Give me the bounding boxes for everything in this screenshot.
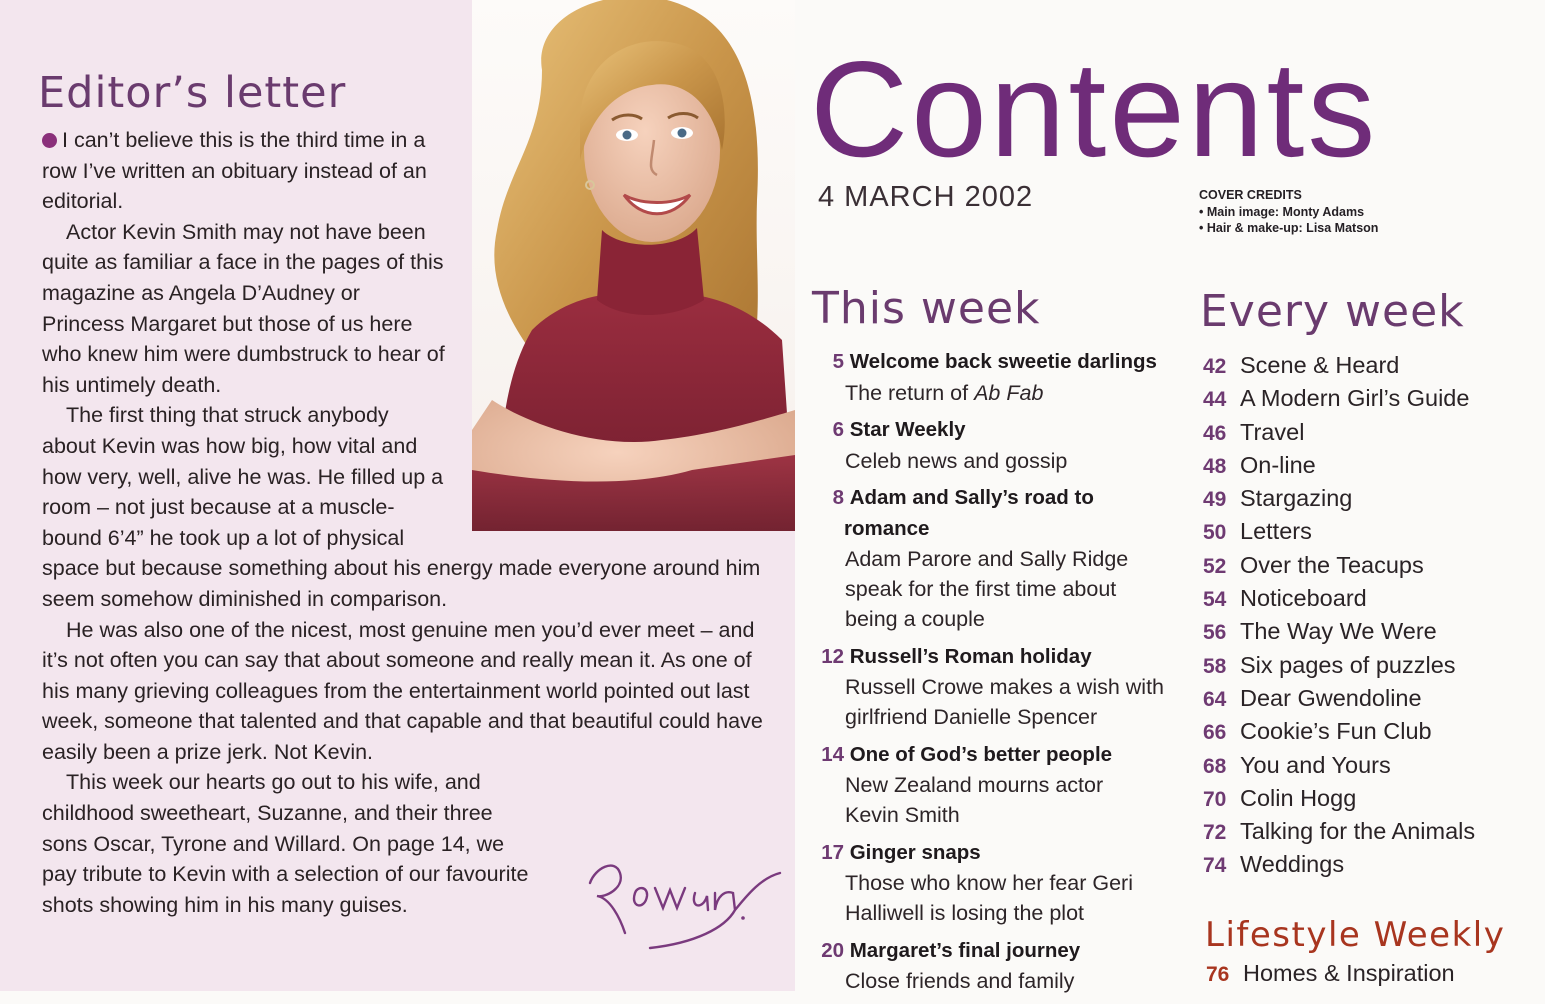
item-label: A Modern Girl’s Guide [1240,385,1470,412]
article-description: Close friends and family [845,969,1075,993]
page-number: 58 [1203,654,1227,678]
lifestyle-item[interactable] [1206,958,1455,992]
article-title: Ginger snaps [849,840,981,864]
editor-paragraph-5: This week our hearts go out to his wife, and childhood sweetheart, Suzanne, and their three sons Oscar, Tyrone and Willard. On page 14, we pay tribute to Kevin with a selection of our favourite shots showing him in his many guises. [42,770,529,917]
this-week-item[interactable] [806,415,1196,476]
cover-credit-main-image: • Main image: Monty Adams [1199,204,1365,219]
editor-paragraph-1: I can’t believe this is the third time in a row I’ve written an obituary instead of an editorial. [42,128,427,214]
article-title: Star Weekly [849,418,966,441]
page-number: 68 [1203,754,1227,778]
item-label: Weddings [1240,851,1345,878]
item-label: On-line [1240,451,1316,478]
article-title: Russell’s Roman holiday [849,644,1092,668]
item-label: Scene & Heard [1240,352,1400,378]
editor-letter-heading: Editor’s letter [38,68,347,118]
page-number: 17 [821,840,844,864]
every-week-item[interactable] [1203,583,1475,616]
article-description: Those who know her fear Geri Halliwell is losing the plot [845,871,1133,925]
issue-date: 4 MARCH 2002 [818,181,1034,213]
every-week-item[interactable] [1203,849,1475,882]
editor-signature [585,838,790,953]
page-number: 64 [1203,687,1227,711]
page-number: 52 [1203,554,1227,578]
page-number: 12 [821,644,844,668]
page-number: 56 [1203,621,1227,645]
editor-paragraph-4: He was also one of the nicest, most genuine men you’d ever meet – and it’s not often you can say that about someone and really mean it. As one of his many grieving colleagues from the entertainment world pointed out last week, someone that talented and that capable and that beautiful could have easily been a prize jerk. Not Kevin. [42,617,763,764]
cover-credit-hair-makeup: • Hair & make-up: Lisa Matson [1199,221,1379,235]
article-description: New Zealand mourns actor Kevin Smith [845,773,1104,827]
every-week-item[interactable] [1203,483,1475,516]
every-week-item[interactable] [1203,550,1475,583]
page-number: 70 [1203,787,1227,811]
editor-paragraph-3: The first thing that struck anybody about Kevin was how big, how vital and how very, well, alive he was. He filled up a room – not just because at a muscle-bound 6’4” he took up a lot of physical space but because something about his energy made everyone around him seem somehow diminished in comparison. [42,403,761,611]
every-week-list [1203,350,1475,883]
page-number: 48 [1203,454,1227,478]
article-description: Russell Crowe makes a wish with girlfriend Danielle Spencer [845,675,1165,729]
item-label: Six pages of puzzles [1240,651,1456,678]
every-week-item[interactable] [1203,450,1475,483]
article-title: Margaret’s final journey [849,938,1081,962]
page-number: 54 [1203,588,1227,612]
editor-paragraph-2: Actor Kevin Smith may not have been quite as familiar a face in the pages of this magazine as Angela D’Audney or Princess Margaret but those of us here who knew him were dumbstruck to hear of his untimely death. [42,219,445,397]
page-number: 6 [832,418,844,441]
every-week-item[interactable] [1203,350,1475,383]
every-week-item[interactable] [1203,383,1475,416]
portrait-illustration [472,0,795,531]
item-label: Talking for the Animals [1240,818,1476,845]
article-description: The return of Ab Fab [845,380,1044,405]
every-week-item[interactable] [1203,716,1475,749]
this-week-item[interactable] [806,838,1196,929]
every-week-heading: Every week [1200,286,1465,337]
this-week-list [806,347,1196,1004]
item-label: Letters [1240,518,1312,545]
every-week-item[interactable] [1203,783,1475,816]
this-week-heading: This week [812,283,1041,334]
page-number: 44 [1203,388,1227,412]
cover-credits-heading: COVER CREDITS [1199,188,1302,202]
page-number: 42 [1203,355,1227,378]
every-week-item[interactable] [1203,683,1475,716]
page-number: 72 [1203,821,1227,845]
this-week-item[interactable] [806,740,1196,831]
every-week-item[interactable] [1203,417,1475,450]
page-number: 50 [1203,521,1227,545]
every-week-item[interactable] [1203,816,1475,849]
cover-credits [1199,187,1378,237]
bullet-icon [42,133,57,148]
contents-title: Contents [810,33,1379,185]
page-number: 49 [1203,488,1227,512]
page-number: 74 [1203,854,1227,878]
every-week-item[interactable] [1203,750,1475,783]
article-description: Adam Parore and Sally Ridge speak for the first time about being a couple [845,547,1129,631]
this-week-item[interactable] [806,347,1196,408]
page-number: 14 [821,742,844,766]
page-number: 20 [821,938,844,962]
item-label: Noticeboard [1240,585,1367,612]
this-week-item[interactable] [806,936,1196,997]
item-label: The Way We Were [1240,618,1437,645]
item-label: Colin Hogg [1240,784,1357,811]
article-title: Adam and Sally’s road to romance [844,486,1094,540]
lifestyle-weekly-list [1206,958,1455,992]
every-week-item[interactable] [1203,616,1475,649]
item-label: Dear Gwendoline [1240,684,1422,711]
item-label: Stargazing [1240,485,1353,512]
every-week-item[interactable] [1203,516,1475,549]
this-week-item[interactable] [806,483,1196,634]
item-label: Homes & Inspiration [1243,960,1455,986]
page-number: 5 [832,350,844,373]
page-number: 8 [832,486,844,509]
lifestyle-weekly-heading: Lifestyle Weekly [1205,915,1506,955]
item-label: Travel [1240,418,1305,445]
editor-portrait-photo [472,0,795,531]
page-number: 46 [1203,421,1227,445]
page-number: 66 [1203,721,1227,745]
page-number: 76 [1206,963,1230,986]
article-title: One of God’s better people [849,742,1113,766]
article-description: Celeb news and gossip [845,448,1068,473]
item-label: You and Yours [1240,751,1391,778]
item-label: Cookie’s Fun Club [1240,718,1432,745]
article-title: Welcome back sweetie darlings [849,350,1157,373]
this-week-item[interactable] [806,642,1196,733]
item-label: Over the Teacups [1240,551,1424,578]
every-week-item[interactable] [1203,650,1475,683]
